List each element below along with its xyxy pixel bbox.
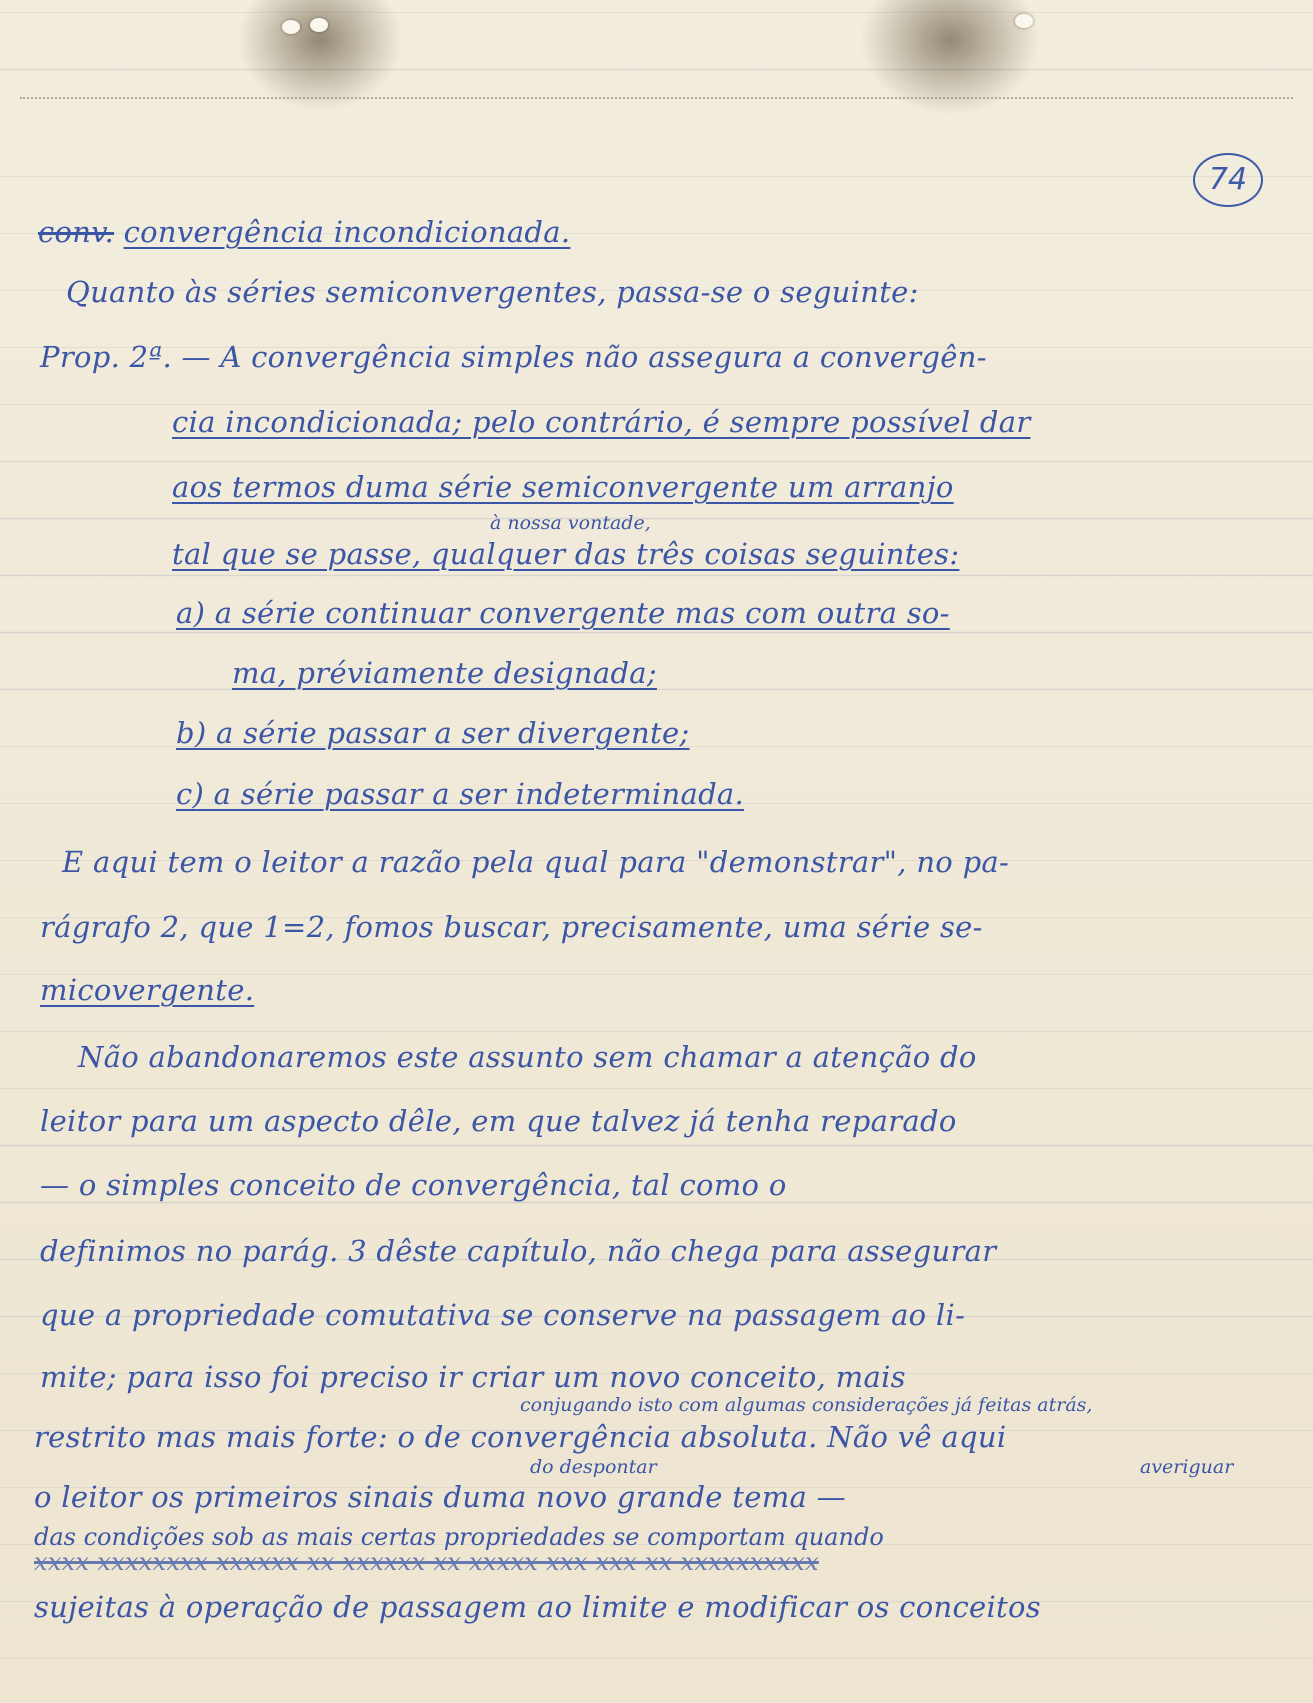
text-line: tal que se passe, qualquer das três coisas seguintes: xyxy=(172,537,960,571)
text-line: b) a série passar a ser divergente; xyxy=(176,716,690,750)
text-line: ma, préviamente designada; xyxy=(232,656,657,690)
text-line: cia incondicionada; pelo contrário, é sempre possível dar xyxy=(172,405,1031,439)
text-line: — o simples conceito de convergência, tal como o xyxy=(40,1168,787,1202)
text-line: o leitor os primeiros sinais duma novo grande tema — xyxy=(34,1480,846,1514)
text-line: c) a série passar a ser indeterminada. xyxy=(176,777,745,811)
text-line: Não abandonaremos este assunto sem chamar a atenção do xyxy=(78,1040,977,1074)
text-line: micovergente. xyxy=(40,973,255,1007)
insertion-note: à nossa vontade, xyxy=(490,512,651,534)
text-line: definimos no parág. 3 dêste capítulo, não chega para assegurar xyxy=(40,1234,997,1268)
text-line: aos termos duma série semiconvergente um arranjo xyxy=(172,470,954,504)
text-line: restrito mas mais forte: o de convergência absoluta. Não vê aqui xyxy=(34,1420,1007,1454)
text-line: que a propriedade comutativa se conserve na passagem ao li- xyxy=(40,1298,966,1332)
insertion-note: conjugando isto com algumas considerações já feitas atrás, xyxy=(520,1394,1093,1416)
text-line: sujeitas à operação de passagem ao limite e modificar os conceitos xyxy=(34,1590,1041,1624)
text-line: mite; para isso foi preciso ir criar um novo conceito, mais xyxy=(40,1360,906,1394)
perforation-line xyxy=(20,97,1293,99)
punch-hole xyxy=(310,18,328,32)
text-line: a) a série continuar convergente mas com outra so- xyxy=(176,596,950,630)
text-line: leitor para um aspecto dêle, em que talvez já tenha reparado xyxy=(40,1104,957,1138)
punch-hole xyxy=(282,20,300,34)
text-line: E aqui tem o leitor a razão pela qual para "demonstrar", no pa- xyxy=(62,845,1010,879)
punch-hole xyxy=(1015,14,1033,28)
text-line: Quanto às séries semiconvergentes, passa-se o seguinte: xyxy=(66,275,919,309)
text-line: conv. convergência incondicionada. xyxy=(38,215,571,249)
page-number: 74 xyxy=(1193,153,1263,207)
text-line: das condições sob as mais certas propriedades se comportam quando xyxy=(34,1523,884,1551)
insertion-note: do despontar xyxy=(530,1456,657,1478)
text-line: Prop. 2ª. — A convergência simples não assegura a convergên- xyxy=(40,340,987,374)
insertion-note: averiguar xyxy=(1140,1456,1234,1478)
text-line: rágrafo 2, que 1=2, fomos buscar, precisamente, uma série se- xyxy=(40,910,983,944)
struck-line: xxxx xxxxxxxx xxxxxx xx xxxxxx xx xxxxx xxx xxx xx xxxxxxxxxx xyxy=(34,1548,819,1576)
